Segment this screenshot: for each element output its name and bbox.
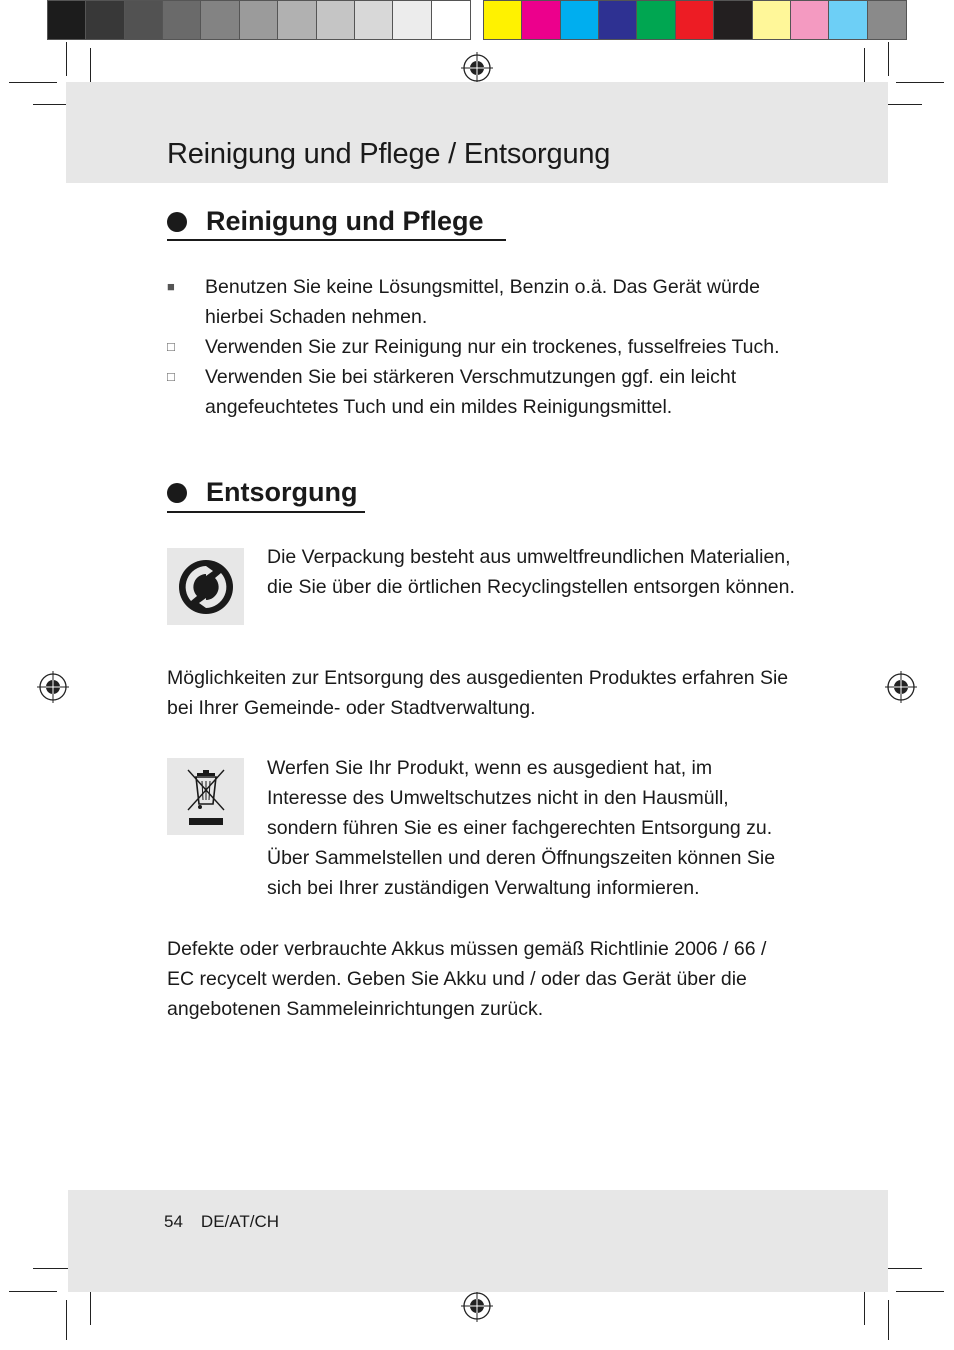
crop-mark	[9, 1291, 57, 1292]
crop-mark	[66, 42, 67, 76]
packaging-text: Die Verpackung besteht aus umweltfreundlichen Materialien, die Sie über die örtlichen Recyclingstellen entsorgen können.	[267, 546, 795, 598]
section-heading-disposal	[167, 477, 357, 508]
registration-mark-icon	[885, 671, 917, 703]
battery-disposal-text: Defekte oder verbrauchte Akkus müssen gemäß Richtlinie 2006 / 66 / EC recycelt werden. Geben Sie Akku und / oder das Gerät über die angebotenen Sammeleinrichtungen zurück.	[167, 938, 767, 1020]
registration-mark-icon	[461, 52, 493, 84]
gray-swatch	[201, 1, 239, 39]
heading-underline	[167, 511, 365, 513]
section-heading-care	[167, 206, 484, 237]
gray-swatch	[278, 1, 316, 39]
registration-mark-icon	[461, 1290, 493, 1322]
color-swatch	[522, 1, 560, 39]
gray-swatch	[240, 1, 278, 39]
gray-swatch	[317, 1, 355, 39]
crop-mark	[888, 42, 889, 76]
color-swatch	[714, 1, 752, 39]
list-item	[167, 332, 807, 362]
grayscale-calibration-bar	[47, 0, 471, 40]
gray-swatch	[393, 1, 431, 39]
gray-swatch	[48, 1, 86, 39]
disposal-options-text: Möglichkeiten zur Entsorgung des ausgedienten Produktes erfahren Sie bei Ihrer Gemeinde- oder Stadtverwaltung.	[167, 667, 789, 719]
gray-swatch	[432, 1, 470, 39]
page-title: Reinigung und Pflege / Entsorgung	[167, 138, 611, 170]
page-number: 54	[164, 1212, 183, 1231]
crop-mark	[882, 1268, 922, 1269]
crop-mark	[888, 1300, 889, 1340]
gray-swatch	[355, 1, 393, 39]
heading-underline	[167, 239, 506, 241]
registration-mark-icon	[37, 671, 69, 703]
color-swatch	[599, 1, 637, 39]
crop-mark	[882, 104, 922, 105]
color-swatch	[637, 1, 675, 39]
empty-square-icon: □	[167, 339, 175, 354]
section-heading-care-text: Reinigung und Pflege	[206, 206, 484, 236]
list-item-text: Verwenden Sie zur Reinigung nur ein trockenes, fusselfreies Tuch.	[205, 336, 780, 358]
bullet-dot-icon	[167, 483, 187, 503]
weee-text: Werfen Sie Ihr Produkt, wenn es ausgedient hat, im Interesse des Umweltschutzes nicht in den Hausmüll, sondern führen Sie es einer fachgerechten Entsorgung zu. Über Sammelstellen und deren Öffnungszeiten können Sie sich bei Ihrer zuständigen Verwaltung informieren.	[267, 757, 776, 899]
color-swatch	[868, 1, 906, 39]
list-item	[167, 272, 807, 332]
color-swatch	[791, 1, 829, 39]
section-heading-disposal-text: Entsorgung	[206, 477, 358, 507]
gray-swatch	[86, 1, 124, 39]
color-swatch	[829, 1, 867, 39]
region-code: DE/AT/CH	[200, 1212, 279, 1231]
crop-mark	[896, 82, 944, 83]
crop-mark	[66, 1300, 67, 1340]
gray-swatch	[163, 1, 201, 39]
list-item-text: Verwenden Sie bei stärkeren Verschmutzungen ggf. ein leicht angefeuchtetes Tuch und ein mildes Reinigungsmittel.	[205, 366, 737, 418]
crop-mark	[896, 1291, 944, 1292]
footer-band	[68, 1190, 888, 1292]
bullet-dot-icon	[167, 212, 187, 232]
color-calibration-bar	[483, 0, 907, 40]
color-swatch	[561, 1, 599, 39]
color-swatch	[484, 1, 522, 39]
gray-swatch	[125, 1, 163, 39]
crop-mark	[33, 1268, 73, 1269]
footer	[164, 1212, 279, 1232]
filled-square-icon: ■	[167, 279, 175, 294]
list-item-text: Benutzen Sie keine Lösungsmittel, Benzin o.ä. Das Gerät würde hierbei Schaden nehmen.	[205, 276, 760, 328]
crossed-out-bin-icon	[167, 758, 244, 835]
crop-mark	[9, 82, 57, 83]
empty-square-icon: □	[167, 369, 175, 384]
color-swatch	[676, 1, 714, 39]
green-dot-recycling-icon	[167, 548, 244, 625]
list-item	[167, 362, 807, 422]
color-swatch	[753, 1, 791, 39]
